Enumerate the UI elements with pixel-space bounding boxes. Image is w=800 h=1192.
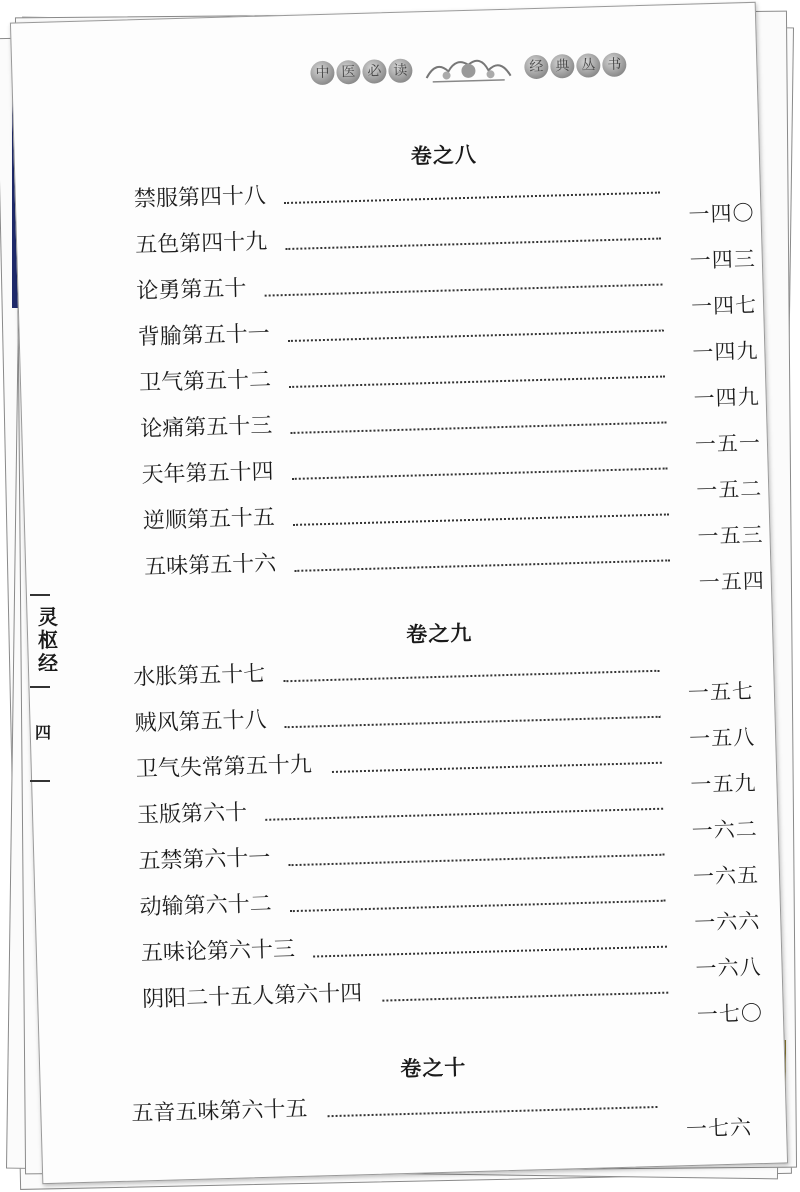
entry-name: 动输第六十二 (139, 887, 274, 922)
entry-page: 一六六 (693, 909, 761, 935)
leader-dots (292, 461, 668, 479)
entry-page: 一五三 (697, 522, 764, 549)
entry-name: 贼风第五十八 (134, 703, 269, 738)
entry-name: 五味第五十六 (144, 546, 279, 581)
entry-name: 五音五味第六十五 (131, 1092, 310, 1128)
entry-name: 玉版第六十 (137, 795, 250, 829)
leader-dots (290, 415, 666, 433)
section-title: 卷之十 (399, 1054, 467, 1082)
leader-dots (283, 664, 659, 682)
entry-name: 禁服第四十八 (133, 179, 268, 214)
entry-page: 一五四 (698, 568, 766, 595)
entry-name: 五味论第六十三 (140, 932, 297, 967)
entry-page: 一六五 (692, 863, 760, 889)
banner-stamp: 典 (550, 54, 575, 79)
banner-stamp: 书 (602, 52, 627, 77)
leader-dots (265, 802, 663, 821)
entry-name: 卫气失常第五十九 (135, 747, 314, 783)
section-title: 卷之八 (410, 141, 478, 169)
toc-page (10, 2, 788, 1184)
banner-stamp: 医 (336, 60, 361, 85)
entry-name: 逆顺第五十五 (142, 500, 277, 535)
margin-rule (30, 780, 50, 782)
leader-dots (290, 894, 666, 912)
banner-stamp: 经 (524, 55, 549, 80)
entry-page: 一五一 (694, 430, 762, 457)
banner-stamp: 中 (310, 61, 335, 86)
entry-name: 水胀第五十七 (133, 657, 268, 692)
toc-entry (131, 1079, 753, 1166)
entry-page: 一五九 (690, 771, 757, 797)
entry-page: 一四九 (692, 338, 759, 365)
entry-name: 五禁第六十一 (138, 841, 273, 876)
leader-dots (285, 710, 661, 728)
entry-page: 一四七 (690, 292, 758, 319)
leader-dots (285, 232, 661, 250)
entry-name: 天年第五十四 (141, 454, 276, 489)
leader-dots (284, 186, 660, 204)
entry-page: 一四三 (689, 246, 757, 273)
entry-page: 一六八 (695, 955, 762, 981)
banner-stamp: 必 (362, 59, 387, 84)
leader-dots (288, 848, 664, 866)
leader-dots (332, 756, 662, 773)
margin-rule (30, 594, 50, 596)
section-title: 卷之九 (405, 619, 473, 647)
entry-page: 一五八 (688, 725, 756, 751)
margin-rule (30, 686, 50, 688)
leader-dots (382, 986, 668, 1002)
entry-page: 一五七 (687, 679, 755, 705)
entry-page: 一七〇 (696, 1001, 764, 1027)
entry-name: 背腧第五十一 (137, 316, 272, 351)
leader-dots (293, 507, 669, 525)
entry-name: 阴阳二十五人第六十四 (142, 976, 365, 1013)
leader-dots (294, 553, 670, 571)
leader-dots (327, 1100, 657, 1117)
banner-stamp: 丛 (576, 53, 601, 78)
entry-page: 一四〇 (688, 200, 755, 227)
entry-page: 一六二 (691, 817, 759, 843)
book-side-title: 灵 枢 经 (38, 605, 58, 675)
leader-dots (288, 324, 664, 342)
entry-page: 一五二 (695, 476, 763, 503)
leader-dots (313, 940, 667, 958)
floral-ornament-icon (422, 50, 515, 89)
leader-dots (264, 278, 662, 297)
folio-number: 四 (35, 723, 52, 742)
entry-name: 论痛第五十三 (140, 408, 275, 443)
leader-dots (289, 369, 665, 387)
banner-stamp: 读 (388, 58, 413, 83)
entry-name: 卫气第五十二 (139, 362, 274, 397)
entry-page: 一七六 (685, 1115, 753, 1142)
series-banner (310, 42, 631, 101)
entry-name: 论勇第五十 (136, 271, 249, 305)
entry-page: 一四九 (693, 384, 760, 411)
entry-name: 五色第四十九 (135, 224, 270, 259)
